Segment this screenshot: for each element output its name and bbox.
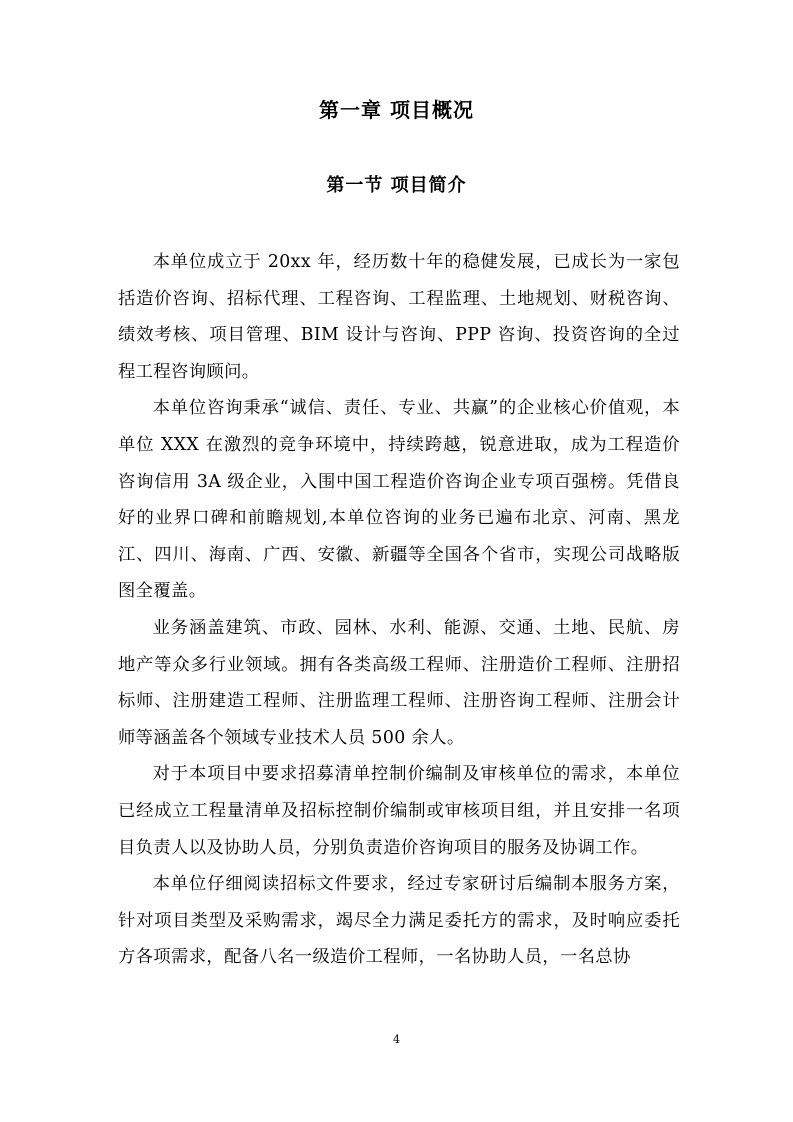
paragraph-service-plan: 本单位仔细阅读招标文件要求，经过专家研讨后编制本服务方案，针对项目类型及采购需求，竭尽全力满足委托方的需求，及时响应委托方各项需求，配备八名一级造价工程师，一名协助人员，一名总协 <box>118 874 680 968</box>
chapter-title: 第一章 项目概况 <box>319 98 474 122</box>
paragraph-business-scope: 业务涵盖建筑、市政、园林、水利、能源、交通、土地、民航、房地产等众多行业领域。拥有各类高级工程师、注册造价工程师、注册招标师、注册建造工程师、注册监理工程师、注册咨询工程师、注册会计师等涵盖各个领域专业技术人员 500 余人。 <box>118 617 680 748</box>
paragraph-project-team: 对于本项目中要求招募清单控制价编制及审核单位的需求，本单位已经成立工程量清单及招标控制价编制或审核项目组，并且安排一名项目负责人以及协助人员，分别负责造价咨询项目的服务及协调工作。 <box>118 764 680 858</box>
body-text <box>118 244 680 976</box>
paragraph-core-values: 本单位咨询秉承“诚信、责任、专业、共赢”的企业核心价值观，本单位 XXX 在激烈的竞争环境中，持续跨越，锐意进取，成为工程造价咨询信用 3A 级企业，入围中国工程造价咨询企业专项百强榜。凭借良好的业界口碑和前瞻规划,本单位咨询的业务已遍布北京、河南、黑龙江、四川、海南、广西、安徽、新疆等全国各个省市，实现公司战略版图全覆盖。 <box>118 398 680 602</box>
section-title: 第一节 项目简介 <box>326 175 467 196</box>
paragraph-company-intro: 本单位成立于 20xx 年，经历数十年的稳健发展，已成长为一家包括造价咨询、招标代理、工程咨询、工程监理、土地规划、财税咨询、绩效考核、项目管理、BIM 设计与咨询、PPP 咨询、投资咨询的全过程工程咨询顾问。 <box>118 252 680 382</box>
page-number: 4 <box>393 1033 400 1046</box>
